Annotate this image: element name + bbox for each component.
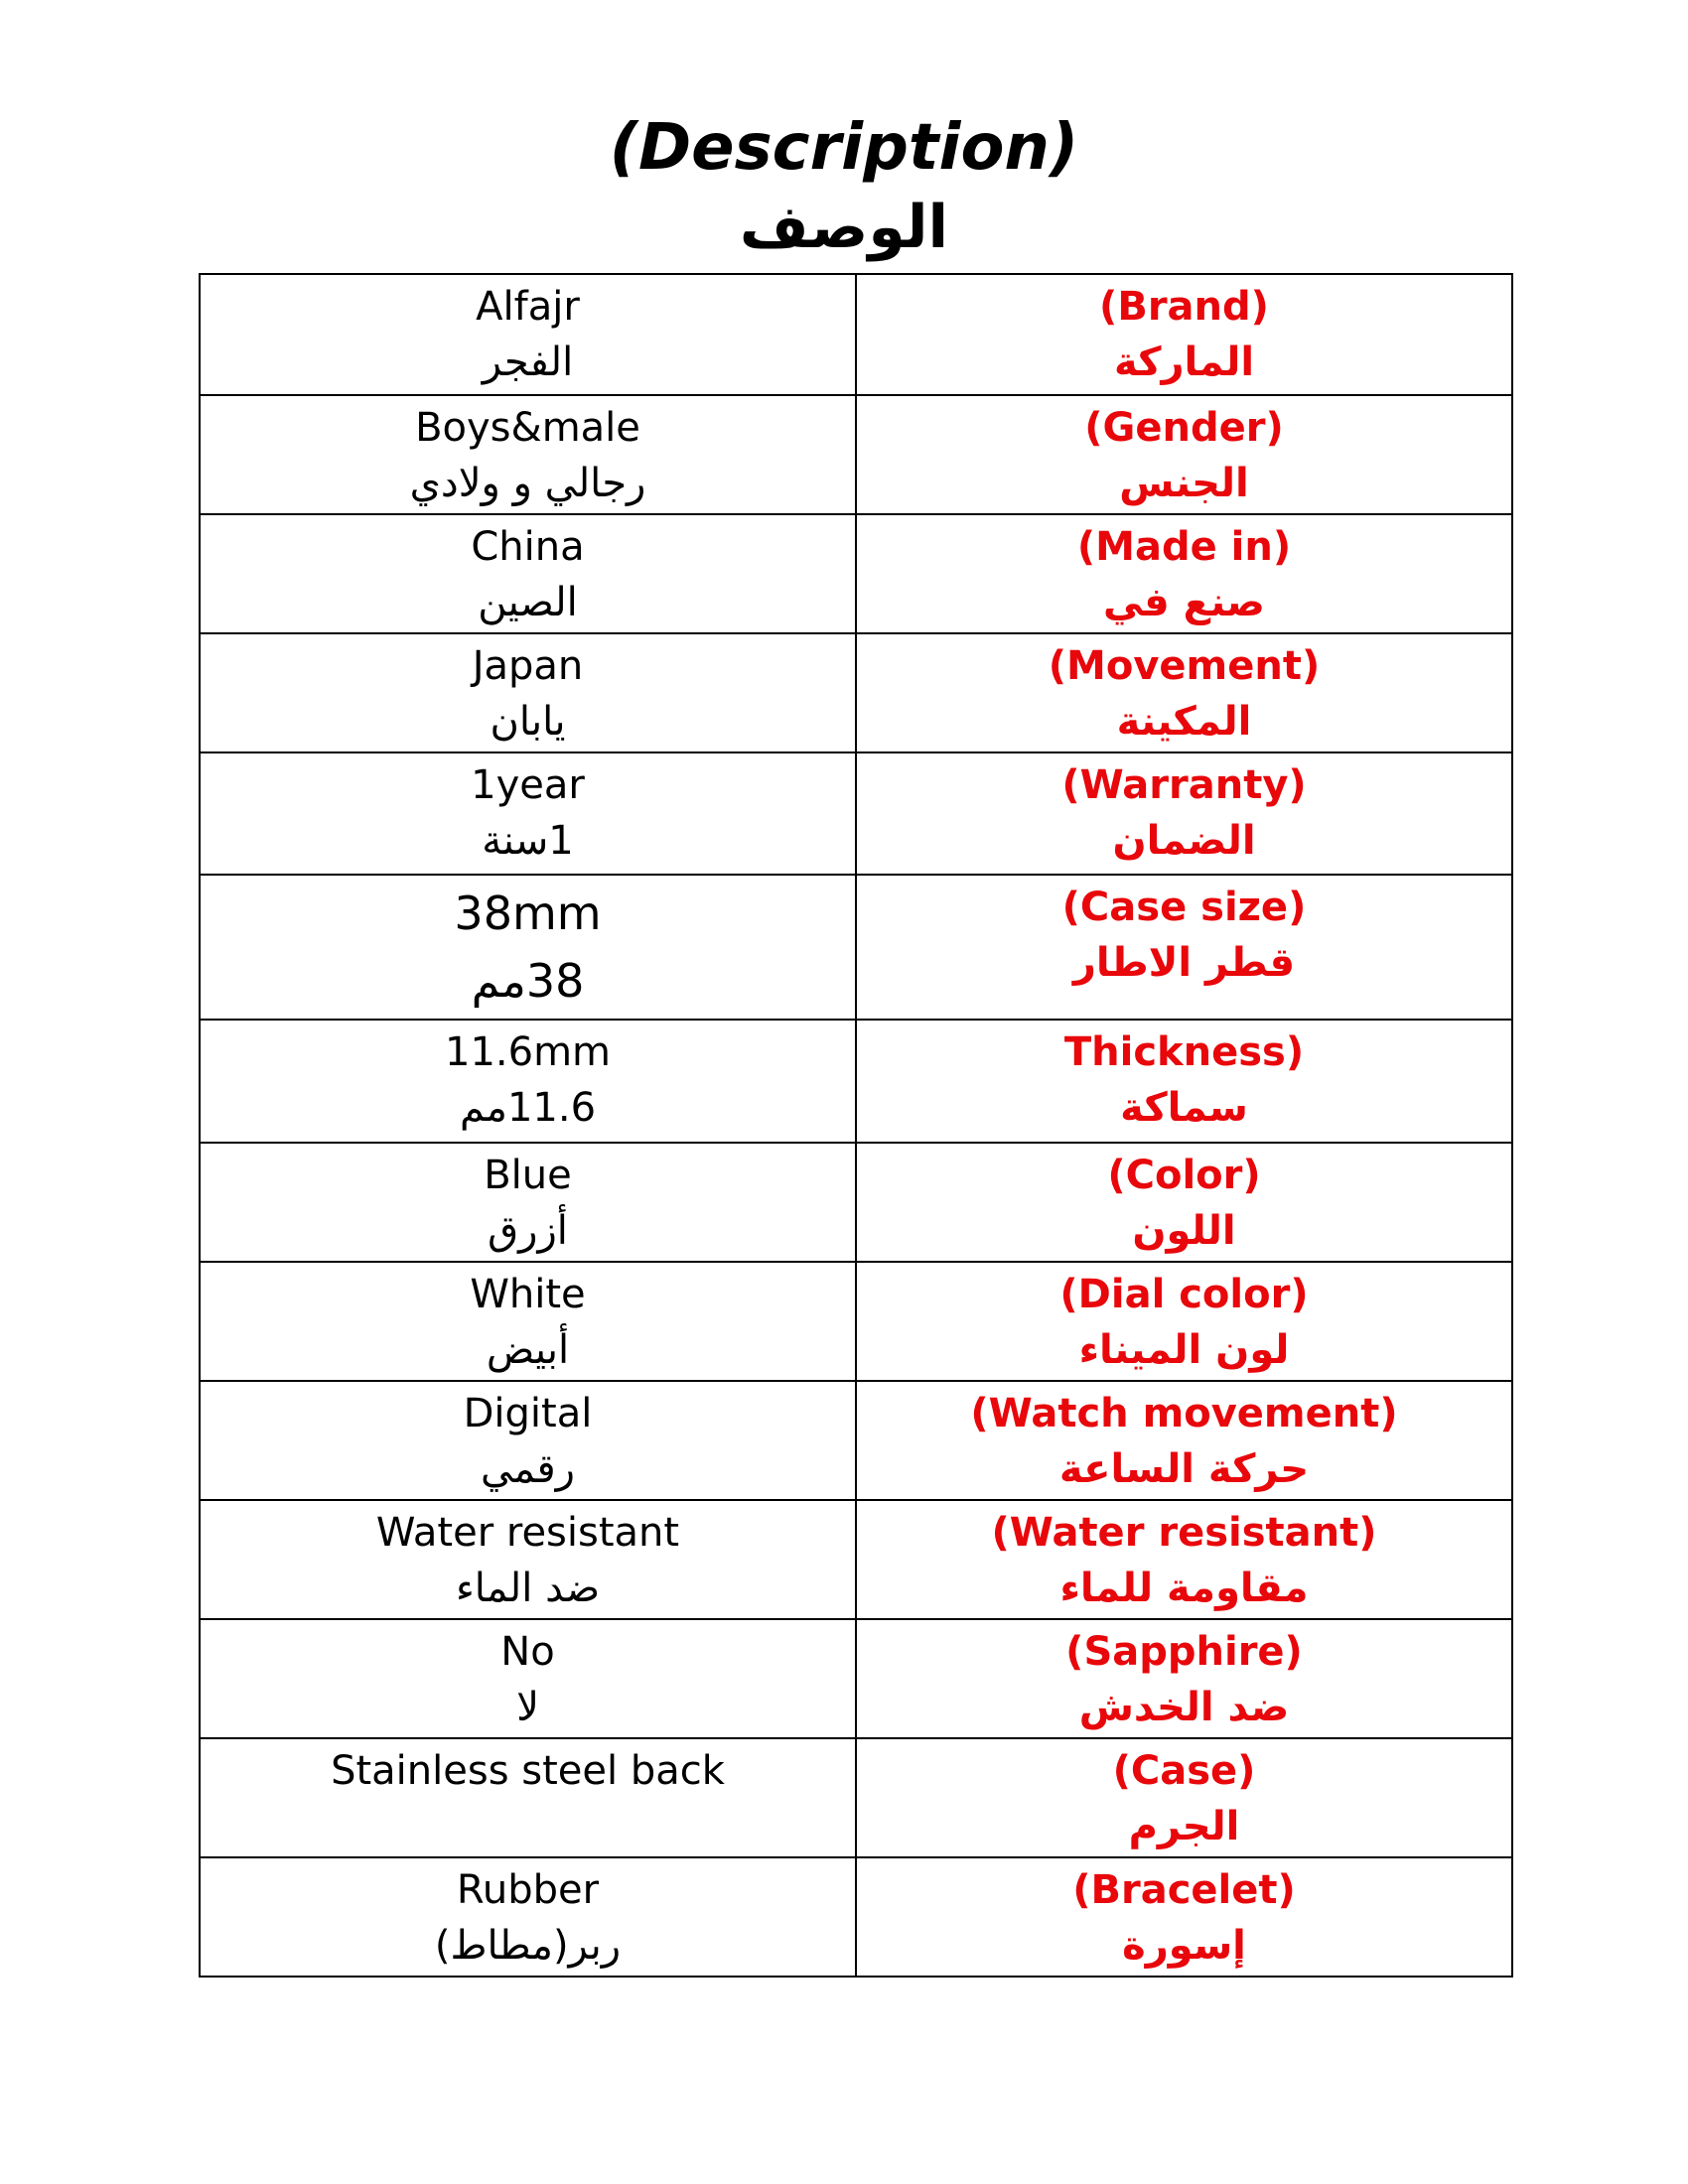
value-english: Alfajr xyxy=(476,284,580,330)
table-row xyxy=(200,1262,1512,1381)
label-arabic: حركة الساعة xyxy=(1058,1446,1310,1492)
label-arabic: إسورة xyxy=(1122,1923,1246,1969)
table-row xyxy=(200,1500,1512,1619)
label-cell xyxy=(856,1738,1512,1857)
table-row xyxy=(200,274,1512,395)
value-arabic: أبيض xyxy=(486,1327,570,1373)
label-english: (Sapphire) xyxy=(1065,1629,1303,1675)
value-english: No xyxy=(500,1629,555,1675)
label-arabic: اللون xyxy=(1132,1208,1236,1254)
title-arabic: الوصف xyxy=(739,193,949,262)
label-english: (Made in) xyxy=(1076,524,1292,570)
label-cell xyxy=(856,875,1512,1020)
table-row xyxy=(200,1020,1512,1143)
value-cell xyxy=(200,1619,856,1738)
label-arabic: الضمان xyxy=(1112,818,1256,864)
label-cell xyxy=(856,1020,1512,1143)
label-cell xyxy=(856,1262,1512,1381)
table-row xyxy=(200,752,1512,875)
title-block xyxy=(0,107,1688,266)
label-cell xyxy=(856,1500,1512,1619)
value-cell xyxy=(200,1500,856,1619)
label-arabic: المكينة xyxy=(1116,699,1252,745)
table-row xyxy=(200,1857,1512,1977)
label-english: (Warranty) xyxy=(1061,762,1307,808)
label-cell xyxy=(856,395,1512,514)
table-row xyxy=(200,1143,1512,1262)
value-english: China xyxy=(471,524,585,570)
value-english: Water resistant xyxy=(375,1510,680,1556)
value-cell xyxy=(200,274,856,395)
label-english: (Case) xyxy=(1112,1748,1256,1794)
label-cell xyxy=(856,1381,1512,1500)
value-cell xyxy=(200,1262,856,1381)
label-arabic: سماكة xyxy=(1120,1085,1248,1131)
value-english: Stainless steel back xyxy=(331,1748,725,1794)
value-cell xyxy=(200,875,856,1020)
value-arabic: أزرق xyxy=(488,1208,568,1254)
value-arabic: 1سنة xyxy=(482,818,574,864)
specification-table xyxy=(199,273,1513,1978)
value-arabic: ضد الماء xyxy=(455,1566,601,1611)
label-english: (Gender) xyxy=(1084,405,1284,451)
label-english: (Color) xyxy=(1107,1153,1261,1198)
label-cell xyxy=(856,514,1512,633)
label-cell xyxy=(856,1857,1512,1977)
label-arabic: الماركة xyxy=(1113,340,1255,385)
value-arabic: لا xyxy=(516,1685,539,1730)
label-english: (Brand) xyxy=(1099,284,1269,330)
value-english: Digital xyxy=(463,1391,593,1436)
value-english: 1year xyxy=(471,762,585,808)
label-english: (Movement) xyxy=(1048,643,1321,689)
value-english: White xyxy=(470,1272,586,1317)
value-arabic: ربر(مطاط) xyxy=(434,1923,622,1969)
value-english: Japan xyxy=(472,643,584,689)
value-cell xyxy=(200,1143,856,1262)
value-cell xyxy=(200,633,856,752)
value-english: 11.6mm xyxy=(445,1029,611,1075)
value-arabic: 11.6مم xyxy=(459,1085,597,1131)
title-english: (Description) xyxy=(609,111,1079,185)
label-cell xyxy=(856,1619,1512,1738)
label-cell xyxy=(856,1143,1512,1262)
table-row xyxy=(200,1619,1512,1738)
label-arabic: ضد الخدش xyxy=(1078,1685,1290,1730)
label-arabic: الجنس xyxy=(1119,461,1249,506)
table-row xyxy=(200,1738,1512,1857)
label-arabic: مقاومة للماء xyxy=(1059,1566,1309,1611)
label-arabic: الجرم xyxy=(1128,1804,1240,1849)
value-arabic: رقمي xyxy=(481,1446,575,1492)
label-english: (Case size) xyxy=(1061,885,1307,930)
value-arabic: الفجر xyxy=(482,340,574,385)
label-cell xyxy=(856,752,1512,875)
value-cell xyxy=(200,1381,856,1500)
value-cell xyxy=(200,1738,856,1857)
value-arabic: يابان xyxy=(490,699,566,745)
value-english: Rubber xyxy=(456,1867,600,1913)
value-arabic: الصين xyxy=(478,580,578,625)
table-row xyxy=(200,1381,1512,1500)
table-row xyxy=(200,395,1512,514)
label-arabic: صنع في xyxy=(1103,580,1265,625)
label-english: (Watch movement) xyxy=(970,1391,1398,1436)
value-cell xyxy=(200,752,856,875)
value-arabic: 38مم xyxy=(471,954,585,1008)
label-arabic: قطر الاطار xyxy=(1072,940,1296,986)
label-cell xyxy=(856,633,1512,752)
label-arabic: لون الميناء xyxy=(1078,1327,1290,1373)
label-english: (Bracelet) xyxy=(1072,1867,1296,1913)
table-row xyxy=(200,875,1512,1020)
value-english: Boys&male xyxy=(415,405,640,451)
label-english: Thickness) xyxy=(1063,1029,1305,1075)
label-english: (Dial color) xyxy=(1059,1272,1309,1317)
value-cell xyxy=(200,395,856,514)
label-english: (Water resistant) xyxy=(991,1510,1377,1556)
value-english: 38mm xyxy=(454,887,602,940)
value-cell xyxy=(200,1020,856,1143)
value-arabic: رجالي و ولادي xyxy=(409,461,646,506)
value-cell xyxy=(200,1857,856,1977)
value-english: Blue xyxy=(484,1153,572,1198)
value-cell xyxy=(200,514,856,633)
table-row xyxy=(200,633,1512,752)
table-row xyxy=(200,514,1512,633)
label-cell xyxy=(856,274,1512,395)
